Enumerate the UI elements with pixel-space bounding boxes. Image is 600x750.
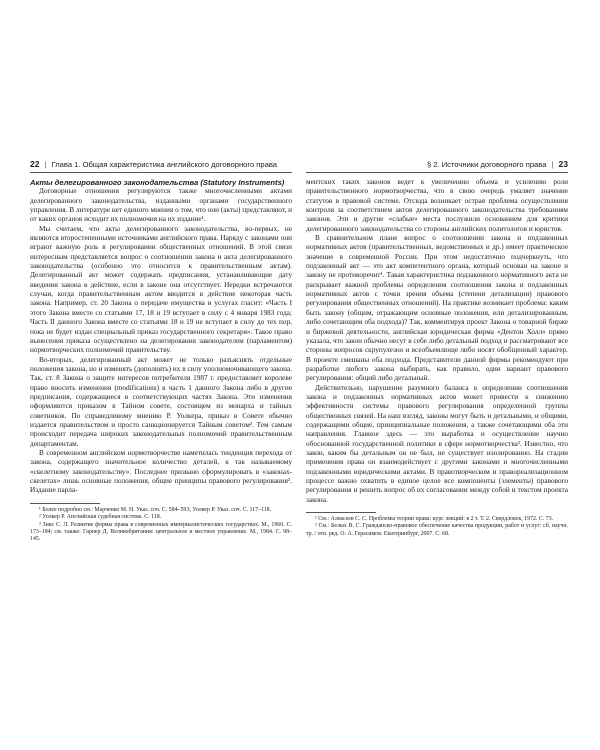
paragraph: ментских таких законов ведет к увеличению объема и усилению роли правительственного нормотворчества, что в свою очередь умаляет значение статутов в правовой системе. Отсюда возникает острая проблема осуществления контроля за соответствием актов делегированного законодательства требованиям законов. Эти и другие «слабые» места послужили основанием для критики делегированного законодательства со стороны английских политологов и юристов. bbox=[306, 178, 568, 233]
footnote: ² Уолкер Р. Английская судебная система. С. 118. bbox=[39, 514, 162, 521]
header-divider: | bbox=[551, 159, 554, 169]
footnote-divider bbox=[30, 503, 100, 504]
paragraph: Мы считаем, что акты делегированного законодательства, во-первых, не являются второстепенными источниками английского права. Наряду с законами они играют важную роль в регулировании общественных отношений. В этой связи интересным представляется вопрос о соотношении закона и акта делегированного законодательства (особенно это относится к правительственным актам). Делегированный акт может содержать предписания, устанавливающие дату введения закона в действие, если в законе она отсутствует. Нередки встречаются случаи, когда правительственным актом вводится в действие некоторая часть закона. Например, ст. 20 Закона о передаче имущества и услугах гласит: «Часть I этого Закона вместе со статьями 17, 18 и 19 вступает в силу с 4 января 1983 года; Часть II данного Закона вместе со статьями 18 и 19 не вступает в силу до тех пор, пока не будет издан специальный приказ государственного секретаря». Такое право вынесения приказа осуществлено на делегирования законодателем (парламентом) нормотворческих полномочий правительству. bbox=[30, 224, 292, 355]
running-title: § 2. Источники договорного права bbox=[426, 159, 547, 169]
paragraph: Действительно, нарушение разумного баланса в определении соотношения закона и подзаконных нормативных актов может привести к снижению эффективности системы правового регулирования определенной группы общественных связей. На наш взгляд, законы могут быть и детальными, и общими, содержащими общие, принципиальные положения, а также сочетающими оба эти направления. Главное здесь — это выработка и осуществление научно обоснованной государственной политики в сфере нормотворчества². Известно, что закон, каким бы детальным он не был, не существует изолированно. На стадии применения права он взаимодействует с другими законами и многочисленными подзаконными юридическими актами. В правотворческом и правореализационном процессе важно охватить в единое целое все компоненты (элементы) правового регулирования и решить вопрос об их согласовании между собой и текстом проекта закона. bbox=[306, 383, 568, 504]
header-divider: | bbox=[44, 159, 47, 169]
paragraph: Договорные отношения регулируются также многочисленными актами делегированного законодательства, изданными органами государственного управления. В литературе нет единого мнения о том, что они (акты) представляют, и от каких органов исходит их полномочия на их издание¹. bbox=[30, 187, 292, 224]
footnote-divider bbox=[306, 512, 376, 513]
page-number: 22 bbox=[30, 159, 40, 169]
paragraph: В сравнительном плане вопрос о соотношении закона и подзаконных нормативных актов (правительственных, ведомственных и др.) имеет практическое значение в современной России. При этом недостаточно подчеркнуть, что подзаконный акт — это акт компетентного органа, который основан на законе и закону не противоречит¹. Такая характеристика подзаконного нормативного акта не раскрывает важной проблемы определения соотношения закона и подзаконных нормативных актов с точки зрения объема (степени детализации) правового регулирования общественных отношений). На практике возникает проблема: каким быть закону (общим, отражающим основные положения, или детализированным, либо сочетающим оба подхода)? Так, комментируя проект Закона о товарной бирже и биржевой деятельности, английская юридическая фирма «Дентон Холл» прямо указала, что закон обычно несут в себе либо детальный подход и рассматривают все стороны вопросов скрупулезно и всеобъемлюще либо носят обобщенный характер. В проекте смешаны оба подхода. Представители данной фирмы рекомендуют при разработке любого закона выбирать, как правило, один вариант правового регулирования: общий либо детальный. bbox=[306, 234, 568, 383]
right-running-header bbox=[306, 158, 568, 173]
left-running-header bbox=[30, 158, 292, 173]
page-number: 23 bbox=[558, 159, 568, 169]
paragraph: Во-вторых, делегированный акт может не только разъяснять отдельные положения закона, но и изменять (дополнять) их в силу уполномочивающего закона. Так, ст. 8 Закона о защите интересов потребителя 1987 г. предоставляет королеве право вносить изменения (modifications) в часть 1 данного Закона либо в другие предписания, содержащиеся в соответствующих частях Закона. Эти изменения оформляются приказом в Тайном совете, состоящем из монарха и тайных советников. По справедливому мнению Р. Уолкера, приказ в Совете обычно издается правительством и просто санкционируется Тайным советом². Тем самым происходит передача широких законодательных полномочий правительственным департаментам. bbox=[30, 355, 292, 448]
left-body-text bbox=[30, 178, 292, 544]
left-page bbox=[30, 158, 292, 544]
footnote: ¹ Более подробно см.: Марченко М. Н. Указ. соч. С. 584–593; Уолкер Р. Указ. соч. С. 117–118. bbox=[39, 506, 272, 513]
right-page bbox=[306, 158, 568, 538]
running-title: Глава 1. Общая характеристика английского договорного права bbox=[51, 159, 278, 169]
footnote: ¹ См.: Алексеев С. С. Проблемы теории права: курс лекций: в 2 т. Т. 2. Свердловск, 1972. С. 73. bbox=[315, 516, 554, 523]
right-body-text bbox=[306, 178, 568, 538]
footnote: ² См.: Белых В. С. Гражданско-правовое обеспечение качества продукции, работ и услуг: сб. научн. тр. / отв. ред. О. А. Герасимов. Екатеринбург, 2007. С. 68. bbox=[306, 523, 568, 537]
paragraph: В современном английском нормотворчестве наметилась тенденция перехода от закона, содержащего значительное количество деталей, к так называемому «скелетному законодательству». Последнее призвано сформулировать в «законах-скелетах» лишь основные положения, общие принципы правового регулирования³. Издание парла- bbox=[30, 448, 292, 495]
section-subheading: Акты делегированного законодательства (Statutory Instruments) bbox=[30, 178, 285, 187]
footnote: ³ Зикс С. Л. Развитие формы права в современных империалистических государствах. М., 1960. С. 173–184; см. также: Гарнер Д. Великобритания: центральное и местное управление. М., 1984. С. 98–145. bbox=[30, 521, 292, 543]
